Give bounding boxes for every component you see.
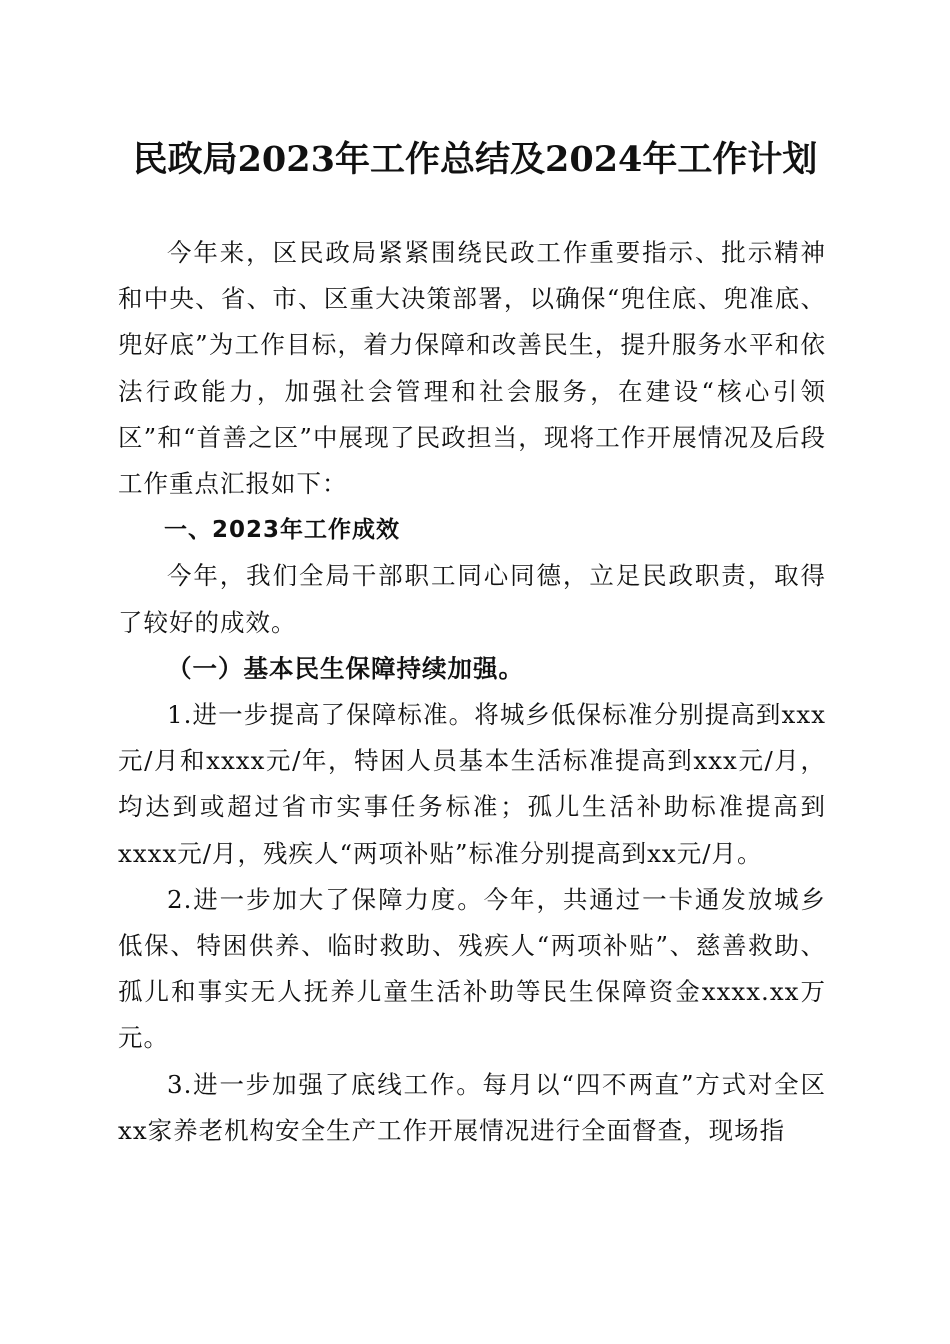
body-paragraph: 3.进一步加强了底线工作。每月以“四不两直”方式对全区xx家养老机构安全生产工作开展情况进行全面督查，现场指 — [118, 1069, 826, 1145]
body-paragraph: 2.进一步加大了保障力度。今年，共通过一卡通发放城乡低保、特困供养、临时救助、残疾人“两项补贴”、慈善救助、孤儿和事实无人抚养儿童生活补助等民生保障资金xxxx.xx万元。 — [118, 884, 826, 1053]
document-body — [118, 230, 826, 1154]
intro-paragraph: 今年来，区民政局紧紧围绕民政工作重要指示、批示精神和中央、省、市、区重大决策部署，以确保“兜住底、兜准底、兜好底”为工作目标，着力保障和改善民生，提升服务水平和依法行政能力，加强社会管理和社会服务，在建设“核心引领区”和“首善之区”中展现了民政担当，现将工作开展情况及后段工作重点汇报如下： — [118, 238, 826, 499]
document-title: 民政局2023年工作总结及2024年工作计划 — [132, 139, 818, 180]
section-heading: 一、2023年工作成效 — [164, 517, 401, 544]
subsection-heading: （一）基本民生保障持续加强。 — [167, 653, 524, 683]
body-paragraph: 1.进一步提高了保障标准。将城乡低保标准分别提高到xxx元/月和xxxx元/年，特困人员基本生活标准提高到xxx元/月，均达到或超过省市实事任务标准；孤儿生活补助标准提高到xxxx元/月，残疾人“两项补贴”标准分别提高到xx元/月。 — [118, 700, 826, 868]
body-paragraph: 今年，我们全局干部职工同心同德，立足民政职责，取得了较好的成效。 — [118, 561, 826, 637]
